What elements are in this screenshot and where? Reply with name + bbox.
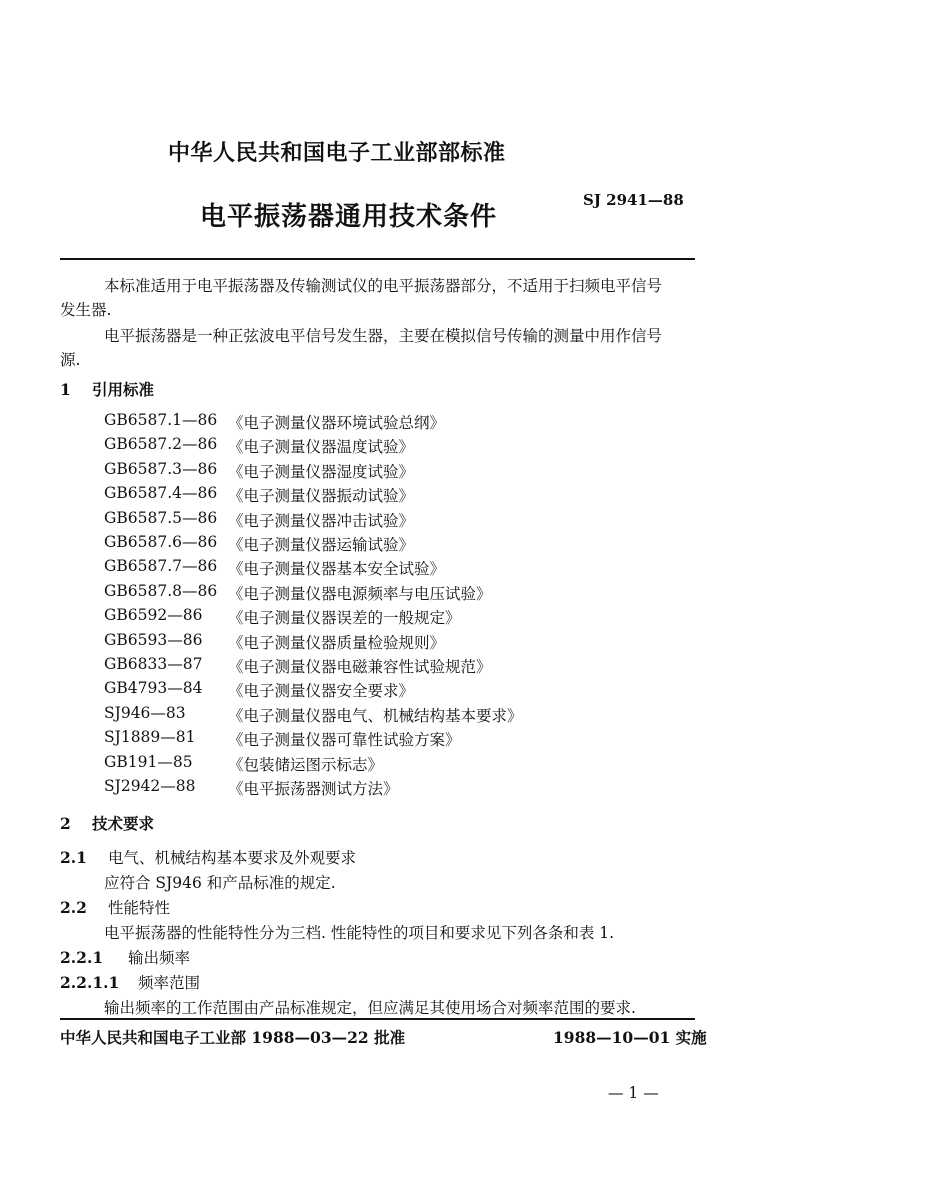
reference-title: 《电子测量仪器可靠性试验方案》 bbox=[228, 731, 461, 750]
reference-title: 《电子测量仪器运输试验》 bbox=[228, 536, 415, 554]
reference-title: 《电子测量仪器质量检验规则》 bbox=[228, 633, 446, 652]
section-2-2-heading bbox=[60, 896, 170, 918]
reference-title: 《电子测量仪器基本安全试验》 bbox=[228, 560, 446, 579]
intro-p2-line1: 电平振荡器是一种正弦波电平信号发生器，主要在模拟信号传输的测量中用作信号 bbox=[104, 327, 663, 345]
section-2-2-text: 电平振荡器的性能特性分为三档. 性能特性的项目和要求见下列各条和表 1. bbox=[104, 924, 615, 942]
intro-p1-line1: 本标准适用于电平振荡器及传输测试仪的电平振荡器部分，不适用于扫频电平信号 bbox=[104, 277, 663, 295]
standard-code: SJ 2941—88 bbox=[583, 191, 684, 209]
section-1-number: 1 bbox=[60, 380, 71, 399]
reference-code: GB6592—86 bbox=[104, 606, 203, 625]
reference-title: 《电子测量仪器电磁兼容性试验规范》 bbox=[228, 658, 492, 676]
intro-p1-line2: 发生器. bbox=[60, 301, 112, 319]
section-1-heading bbox=[60, 378, 154, 400]
reference-code: GB191—85 bbox=[104, 752, 193, 771]
section-2-number: 2 bbox=[60, 814, 71, 833]
reference-code: GB6587.5—86 bbox=[104, 508, 218, 527]
effective-date: 1988—10—01 实施 bbox=[553, 1028, 707, 1047]
section-2-2-number: 2.2 bbox=[60, 898, 87, 917]
section-1-title: 引用标准 bbox=[92, 380, 155, 399]
reference-code: SJ2942—88 bbox=[104, 777, 196, 795]
intro-p2-line2: 源. bbox=[60, 351, 81, 369]
section-2-heading bbox=[60, 812, 154, 834]
reference-code: GB6587.2—86 bbox=[104, 435, 218, 454]
reference-title: 《电子测量仪器温度试验》 bbox=[228, 438, 415, 457]
section-2-1-title: 电气、机械结构基本要求及外观要求 bbox=[108, 849, 357, 867]
header-rule bbox=[60, 258, 695, 260]
section-2-2-title: 性能特性 bbox=[108, 899, 171, 917]
reference-title: 《电子测量仪器冲击试验》 bbox=[228, 511, 415, 530]
reference-code: GB6587.8—86 bbox=[104, 581, 218, 600]
reference-code: GB6587.1—86 bbox=[104, 411, 218, 429]
reference-title: 《包装储运图示标志》 bbox=[228, 755, 384, 774]
reference-code: GB6587.4—86 bbox=[104, 484, 218, 503]
reference-title: 《电子测量仪器环境试验总纲》 bbox=[228, 414, 446, 432]
section-2-2-1-heading bbox=[60, 946, 190, 968]
reference-code: GB6593—86 bbox=[104, 630, 203, 649]
section-2-1-text: 应符合 SJ946 和产品标准的规定. bbox=[104, 874, 336, 892]
reference-code: GB6833—87 bbox=[104, 655, 203, 673]
section-2-2-1-1-title: 频率范围 bbox=[138, 974, 201, 992]
section-2-2-1-number: 2.2.1 bbox=[60, 948, 104, 967]
reference-code: GB4793—84 bbox=[104, 679, 203, 698]
reference-code: GB6587.7—86 bbox=[104, 557, 218, 576]
approval-note: 中华人民共和国电子工业部 1988—03—22 批准 bbox=[60, 1028, 406, 1047]
reference-code: SJ1889—81 bbox=[104, 728, 196, 747]
section-2-2-1-1-number: 2.2.1.1 bbox=[60, 973, 120, 992]
reference-code: GB6587.3—86 bbox=[104, 459, 218, 478]
reference-code: SJ946—83 bbox=[104, 703, 186, 722]
reference-title: 《电子测量仪器电源频率与电压试验》 bbox=[228, 584, 492, 603]
reference-code: GB6587.6—86 bbox=[104, 533, 218, 551]
reference-title: 《电子测量仪器振动试验》 bbox=[228, 487, 415, 506]
section-2-title: 技术要求 bbox=[92, 814, 155, 833]
reference-title: 《电子测量仪器安全要求》 bbox=[228, 682, 415, 701]
reference-title: 《电子测量仪器湿度试验》 bbox=[228, 462, 415, 481]
document-title: 电平振荡器通用技术条件 bbox=[200, 202, 498, 232]
reference-title: 《电子测量仪器误差的一般规定》 bbox=[228, 609, 461, 628]
section-2-2-1-title: 输出频率 bbox=[128, 949, 191, 967]
reference-title: 《电平振荡器测试方法》 bbox=[228, 780, 399, 798]
footer-rule bbox=[60, 1018, 695, 1020]
page-number: — 1 — bbox=[608, 1084, 659, 1102]
issuing-org: 中华人民共和国电子工业部部标准 bbox=[168, 140, 506, 166]
section-2-1-heading bbox=[60, 846, 356, 868]
section-2-2-1-1-text: 输出频率的工作范围由产品标准规定，但应满足其使用场合对频率范围的要求. bbox=[104, 999, 636, 1017]
section-2-1-number: 2.1 bbox=[60, 848, 87, 867]
reference-title: 《电子测量仪器电气、机械结构基本要求》 bbox=[228, 706, 523, 725]
section-2-2-1-1-heading bbox=[60, 971, 200, 993]
